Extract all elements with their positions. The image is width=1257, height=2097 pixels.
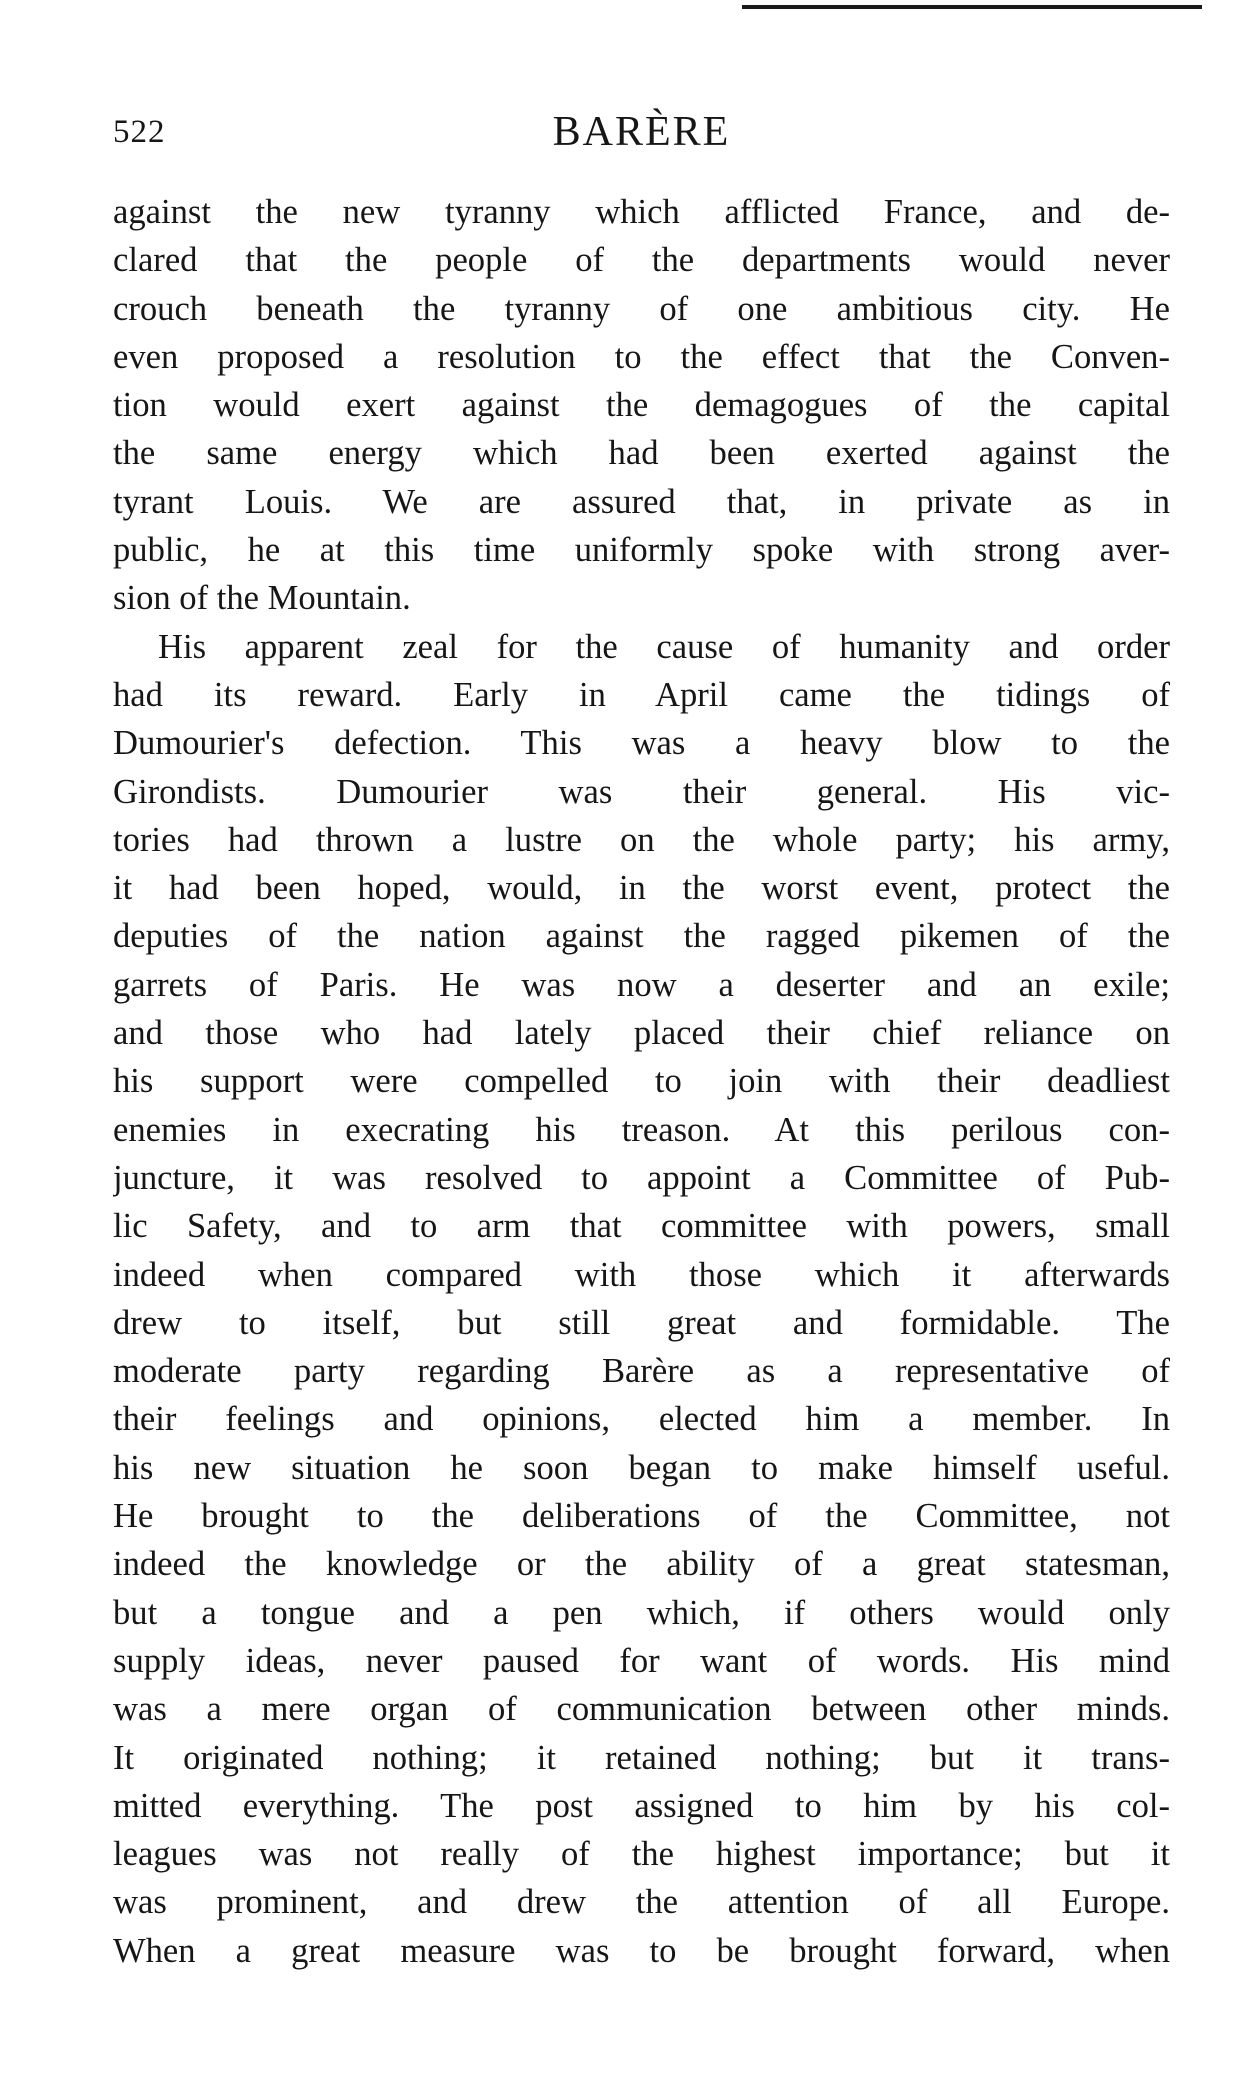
paragraph [113,188,1170,623]
text-line: his support were compelled to join with their deadliest [113,1062,1170,1101]
text-line: He brought to the deliberations of the Committee, not [113,1497,1170,1536]
text-line: their feelings and opinions, elected him a member. In [113,1400,1170,1439]
text-line: supply ideas, never paused for want of words. His mind [113,1641,1170,1680]
text-line: Dumourier's defection. This was a heavy blow to the [113,724,1170,763]
text-line: but a tongue and a pen which, if others would only [113,1593,1170,1632]
text-line: moderate party regarding Barère as a representative of [113,1352,1170,1391]
text-line: lic Safety, and to arm that committee with powers, small [113,1207,1170,1246]
text-line: his new situation he soon began to make himself useful. [113,1448,1170,1487]
text-line: clared that the people of the departments would never [113,241,1170,280]
paragraph [113,623,1170,1975]
running-title: BARÈRE [552,109,731,155]
text-body [113,188,1170,1975]
text-line: had its reward. Early in April came the tidings of [113,675,1170,714]
text-line: deputies of the nation against the ragged pikemen of the [113,917,1170,956]
text-line: drew to itself, but still great and formidable. The [113,1303,1170,1342]
text-line: leagues was not really of the highest importance; but it [113,1835,1170,1874]
page-number: 522 [113,114,166,150]
text-line: tories had thrown a lustre on the whole party; his army, [113,820,1170,859]
text-line: mitted everything. The post assigned to him by his col- [113,1786,1170,1825]
text-line: was a mere organ of communication between other minds. [113,1690,1170,1729]
text-line: When a great measure was to be brought forward, when [113,1931,1170,1970]
text-line: Girondists. Dumourier was their general. His vic- [113,772,1170,811]
text-line: indeed when compared with those which it afterwards [113,1255,1170,1294]
text-line: sion of the Mountain. [113,579,411,618]
text-line: juncture, it was resolved to appoint a Committee of Pub- [113,1158,1170,1197]
top-rule [742,5,1202,9]
text-line: indeed the knowledge or the ability of a great statesman, [113,1545,1170,1584]
page-header [113,108,1170,168]
text-line: it had been hoped, would, in the worst event, protect the [113,869,1170,908]
text-line: enemies in execrating his treason. At this perilous con- [113,1110,1170,1149]
text-line: against the new tyranny which afflicted France, and de- [113,193,1170,231]
text-line: tyrant Louis. We are assured that, in private as in [113,482,1170,521]
text-line: the same energy which had been exerted against the [113,434,1170,473]
text-line: tion would exert against the demagogues of the capital [113,386,1170,425]
text-line: was prominent, and drew the attention of all Europe. [113,1883,1170,1922]
text-line: even proposed a resolution to the effect that the Conven- [113,337,1170,376]
text-line: garrets of Paris. He was now a deserter and an exile; [113,965,1170,1004]
text-line: public, he at this time uniformly spoke with strong aver- [113,531,1170,570]
text-line: crouch beneath the tyranny of one ambitious city. He [113,289,1170,328]
text-line: His apparent zeal for the cause of humanity and order [158,627,1170,666]
text-line: and those who had lately placed their chief reliance on [113,1014,1170,1053]
text-line: It originated nothing; it retained nothing; but it trans- [113,1738,1170,1777]
